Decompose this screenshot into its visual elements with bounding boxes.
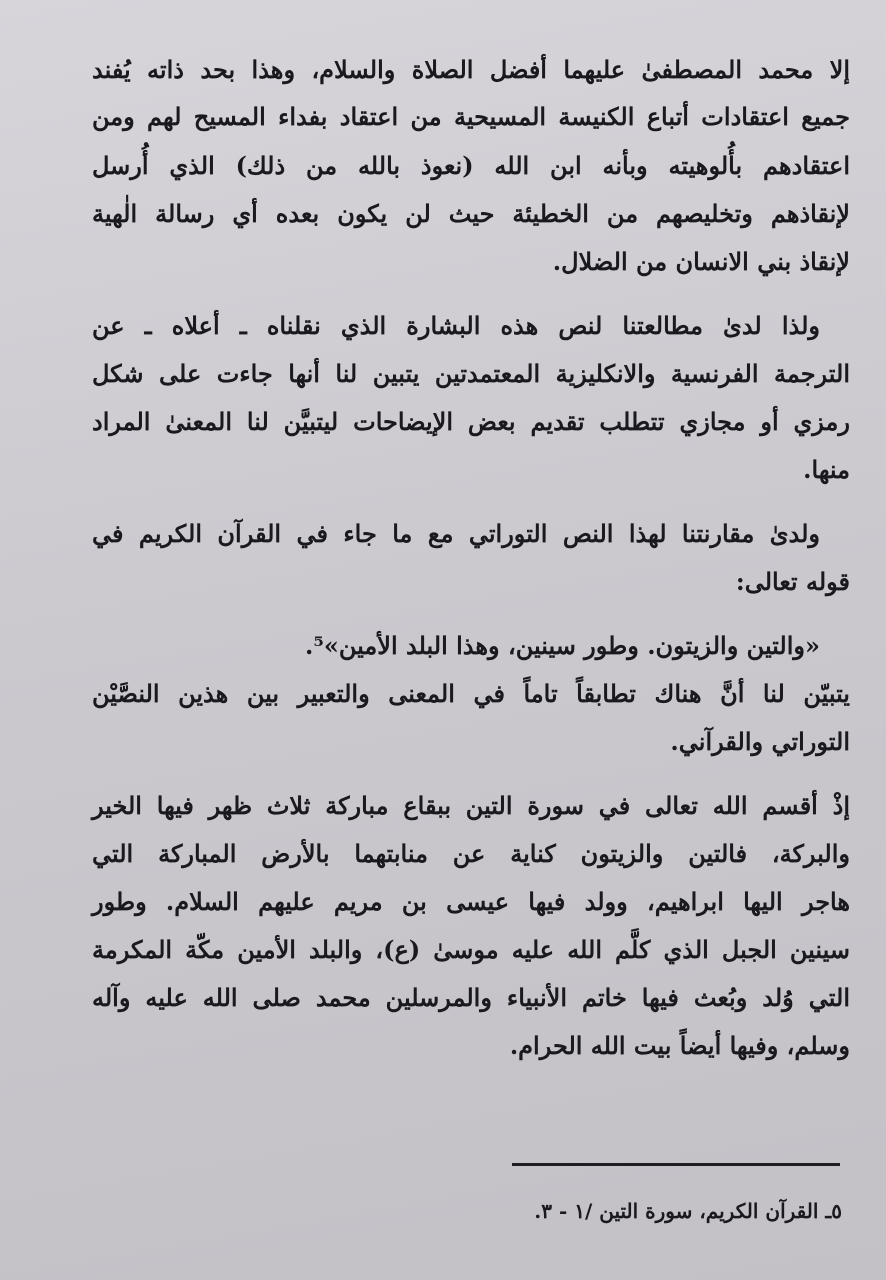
text-line-14: التوراتي والقرآني. [670,727,850,756]
text-line-17: هاجر اليها ابراهيم، وولد فيها عيسى بن مريم عليهم السلام. وطور [92,887,850,916]
footnote-divider [512,1163,840,1166]
text-line-6: ولذا لدىٰ مطالعتنا لنص هذه البشارة الذي نقلناه ـ أعلاه ـ عن [92,311,820,340]
text-line-8: رمزي أو مجازي تتطلب تقديم بعض الإيضاحات ليتبيَّن لنا المعنىٰ المراد [92,407,850,436]
text-line-11: قوله تعالى: [735,567,850,596]
text-line-10: ولدىٰ مقارنتنا لهذا النص التوراتي مع ما جاء في القرآن الكريم في [92,519,820,548]
text-line-7: الترجمة الفرنسية والانكليزية المعتمدتين يتبين لنا أنها جاءت على شكل [92,359,850,388]
text-line-16: والبركة، فالتين والزيتون كناية عن منابتهما بالأرض المباركة التي [92,839,850,868]
text-line-2: جميع اعتقادات أتباع الكنيسة المسيحية من اعتقاد بفداء المسيح لهم ومن [92,102,850,131]
text-line-9: منها. [803,455,850,484]
text-line-13: يتبيّن لنا أنَّ هناك تطابقاً تاماً في المعنى والتعبير بين هذين النصَّيْن [92,679,850,708]
text-line-1: إلا محمد المصطفىٰ عليهما أفضل الصلاة والسلام، وهذا بحد ذاته يُفند [92,55,850,84]
footnote: ٥ـ القرآن الكريم، سورة التين /١ - ٣. [534,1199,842,1223]
text-line-3: اعتقادهم بأُلوهيته وبأنه ابن الله (نعوذ بالله من ذلك) الذي أُرسل [92,151,850,180]
text-line-19: التي وُلد وبُعث فيها خاتم الأنبياء والمرسلين محمد صلى الله عليه وآله [92,983,850,1012]
text-line-15: إذْ أقسم الله تعالى في سورة التين ببقاع مباركة ثلاث ظهر فيها الخير [92,791,850,820]
quran-quote: «والتين والزيتون. وطور سينين، وهذا البلد الأمين»⁵. [305,631,820,660]
text-line-5: لإنقاذ بني الانسان من الضلال. [552,247,850,276]
text-line-20: وسلم، وفيها أيضاً بيت الله الحرام. [509,1031,850,1060]
text-line-18: سينين الجبل الذي كلَّم الله عليه موسىٰ (ع)، والبلد الأمين مكّة المكرمة [92,935,850,964]
text-line-4: لإنقاذهم وتخليصهم من الخطيئة حيث لن يكون بعده أي رسالة الٰهية [92,199,850,228]
